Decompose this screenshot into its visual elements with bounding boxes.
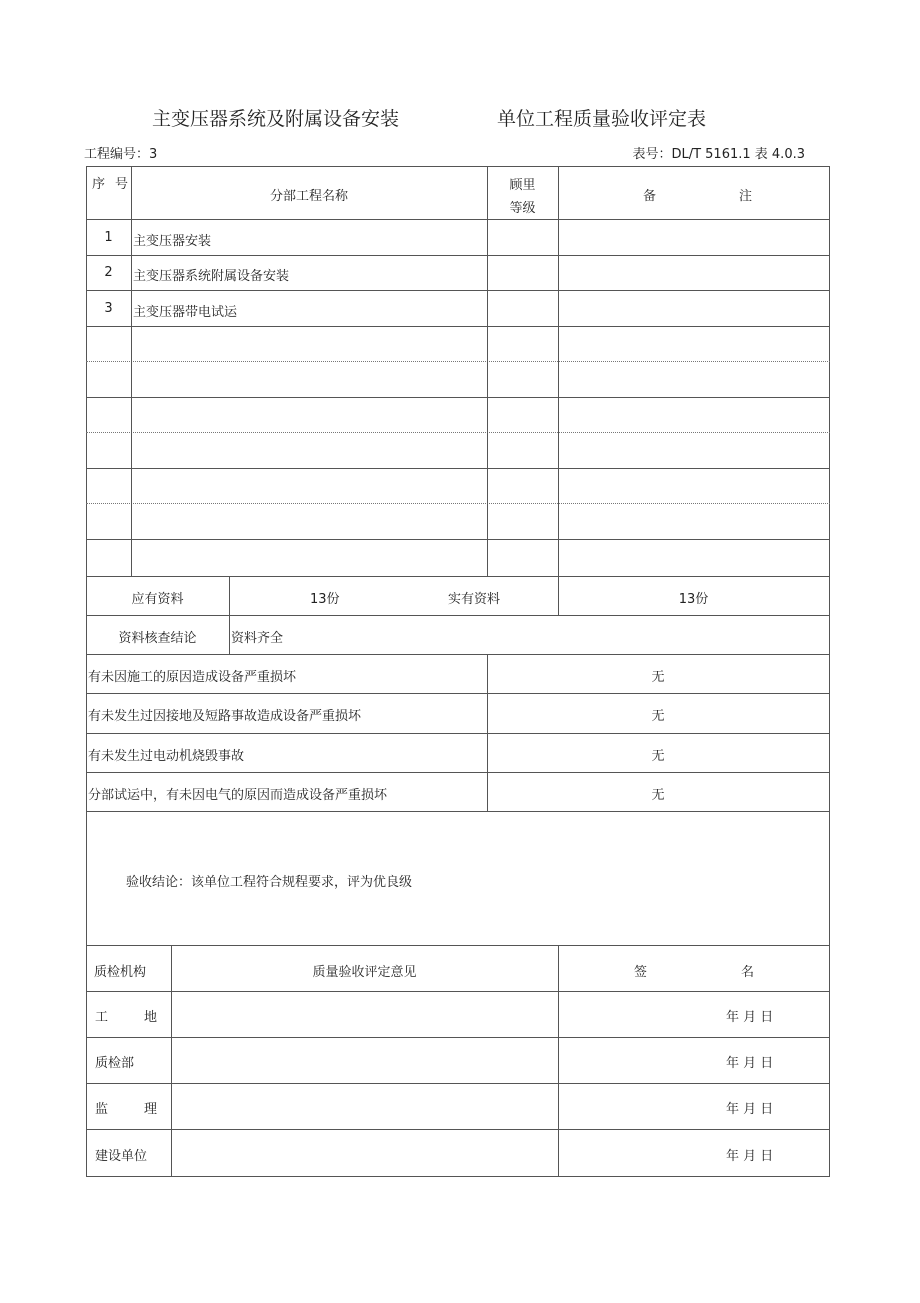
line — [86, 1129, 830, 1130]
actual-docs-value: 13份 — [678, 592, 709, 607]
line — [86, 255, 830, 256]
row-number: 1 — [104, 230, 113, 245]
row-subproject-name: 主变压器带电试运 — [133, 305, 238, 320]
line — [86, 539, 830, 540]
form-number: 表号：DL/T 5161.1 表 4.0.3 — [632, 147, 805, 162]
line — [86, 615, 830, 616]
acceptance-conclusion: 验收结论：该单位工程符合规程要求，评为优良级 — [126, 875, 413, 890]
question-text: 有未发生过因接地及短路事故造成设备严重损坏 — [88, 709, 362, 724]
row-number: 3 — [104, 301, 113, 316]
line — [487, 166, 488, 576]
table-right-border — [829, 166, 830, 1176]
table-bottom-border — [86, 1176, 830, 1177]
sign-date: 年 月 日 — [726, 1010, 774, 1025]
line — [86, 576, 830, 577]
header-remark-b: 注 — [739, 189, 753, 204]
question-text: 分部试运中，有未因电气的原因而造成设备严重损坏 — [88, 788, 388, 803]
sign-header-sign-a: 签 — [634, 965, 648, 980]
docs-check-value: 资料齐全 — [231, 631, 284, 646]
sign-org: 建设单位 — [95, 1149, 148, 1164]
docs-check-label: 资料核查结论 — [118, 631, 197, 646]
sign-org-a: 监 — [95, 1102, 109, 1117]
line — [86, 290, 830, 291]
table-left-border — [86, 166, 87, 1176]
title-right: 单位工程质量验收评定表 — [497, 108, 707, 130]
row-subproject-name: 主变压器系统附属设备安装 — [133, 269, 290, 284]
title-left: 主变压器系统及附属设备安装 — [152, 108, 400, 130]
header-grade-a: 顾里 — [509, 178, 536, 193]
project-number: 工程编号：3 — [84, 147, 158, 162]
question-answer: 无 — [651, 788, 665, 803]
question-answer: 无 — [651, 670, 665, 685]
line — [86, 811, 830, 812]
line — [86, 733, 830, 734]
line — [86, 432, 830, 433]
line — [131, 166, 132, 576]
table-top-border — [86, 166, 830, 167]
line — [86, 1037, 830, 1038]
sign-date: 年 月 日 — [726, 1056, 774, 1071]
question-text: 有未发生过电动机烧毁事故 — [88, 749, 245, 764]
sign-header-sign-b: 名 — [741, 965, 755, 980]
sign-header-opinion: 质量验收评定意见 — [312, 965, 417, 980]
header-remark-a: 备 — [643, 189, 657, 204]
header-subproject-name: 分部工程名称 — [269, 189, 348, 204]
line — [229, 576, 230, 654]
question-text: 有未因施工的原因造成设备严重损坏 — [88, 670, 297, 685]
row-subproject-name: 主变压器安装 — [133, 234, 212, 249]
row-number: 2 — [104, 265, 113, 280]
line — [86, 219, 830, 220]
sign-header-org: 质检机构 — [94, 965, 147, 980]
header-seq-b: 号 — [115, 177, 129, 192]
line — [86, 991, 830, 992]
question-answer: 无 — [651, 709, 665, 724]
line — [558, 945, 559, 1176]
line — [86, 326, 830, 327]
sign-date: 年 月 日 — [726, 1149, 774, 1164]
line — [86, 397, 830, 398]
line — [558, 166, 559, 615]
line — [86, 1083, 830, 1084]
sign-org-b: 理 — [144, 1102, 158, 1117]
expected-docs-value: 13份 — [310, 592, 340, 607]
sign-org-a: 工 — [95, 1010, 109, 1025]
line — [86, 468, 830, 469]
line — [86, 772, 830, 773]
sign-org: 质检部 — [95, 1056, 135, 1071]
line — [86, 693, 830, 694]
line — [86, 654, 830, 655]
sign-date: 年 月 日 — [726, 1102, 774, 1117]
header-grade-b: 等级 — [509, 201, 536, 216]
expected-docs-label: 应有资料 — [131, 592, 184, 607]
sign-org-b: 地 — [144, 1010, 158, 1025]
line — [86, 503, 830, 504]
question-answer: 无 — [651, 749, 665, 764]
actual-docs-label: 实有资料 — [448, 592, 501, 607]
line — [86, 945, 830, 946]
line — [86, 361, 830, 362]
header-seq-a: 序 — [92, 177, 106, 192]
